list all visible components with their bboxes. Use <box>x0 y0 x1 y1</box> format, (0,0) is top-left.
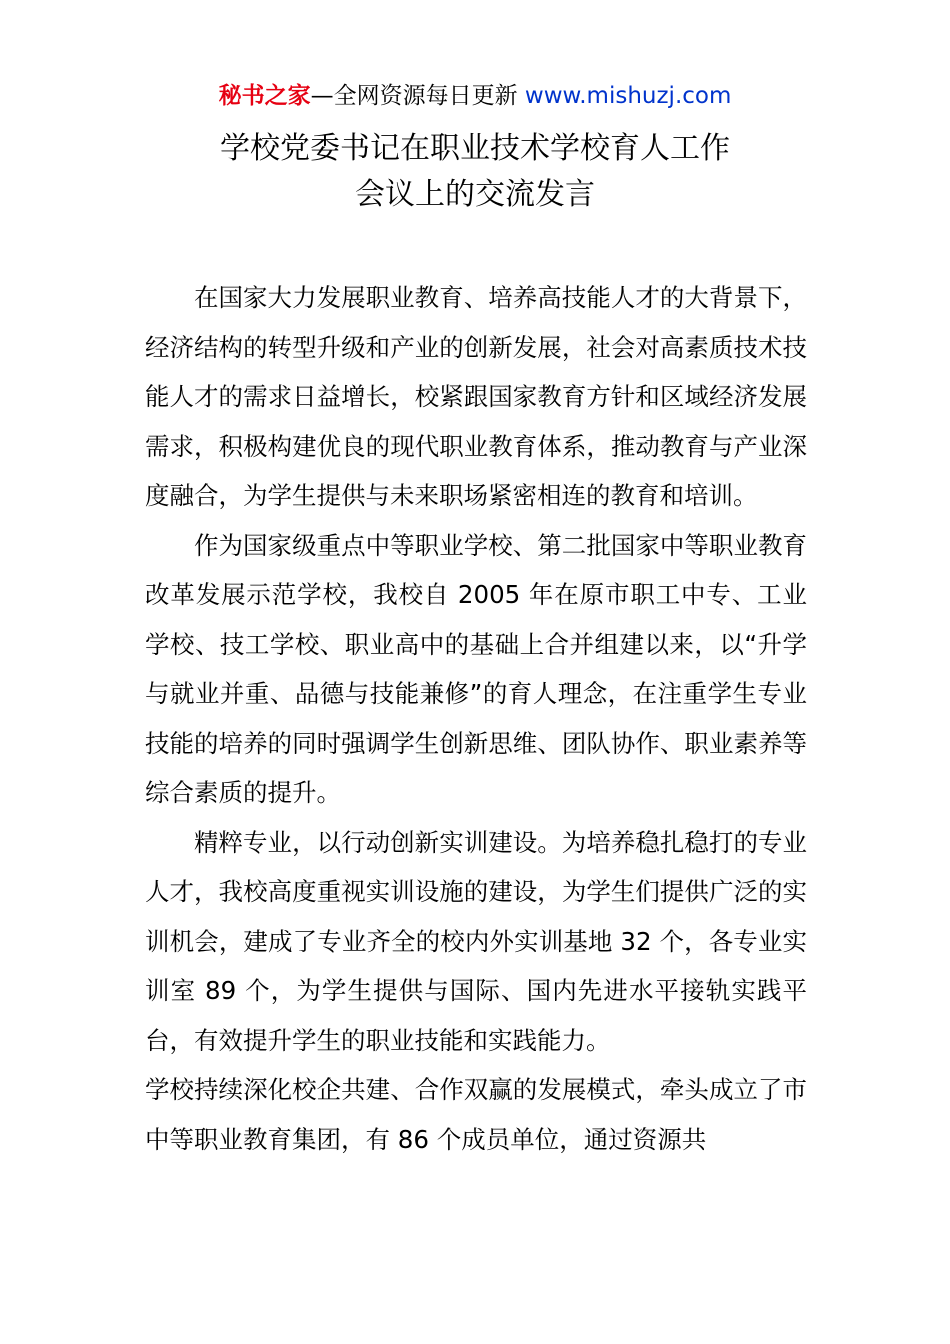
document-title <box>0 126 950 218</box>
paragraph-3: 精粹专业，以行动创新实训建设。为培养稳扎稳打的专业人才，我校高度重视实训设施的建设，为学生们提供广泛的实训机会，建成了专业齐全的校内外实训基地 32 个，各专业实训室 89 个，为学生提供与国际、国内先进水平接轨实践平台，有效提升学生的职业技能和实践能力。 <box>145 827 807 1055</box>
document-body <box>145 273 807 1164</box>
paragraph-4: 学校持续深化校企共建、合作双赢的发展模式，牵头成立了市中等职业教育集团，有 86 个成员单位，通过资源共 <box>145 1075 807 1154</box>
header-tagline: —全网资源每日更新 <box>310 83 518 109</box>
title-line-2: 会议上的交流发言 <box>355 177 595 212</box>
paragraph-1: 在国家大力发展职业教育、培养高技能人才的大背景下，经济结构的转型升级和产业的创新发展，社会对高素质技术技能人才的需求日益增长，校紧跟国家教育方针和区域经济发展需求，积极构建优良的现代职业教育体系，推动教育与产业深度融合，为学生提供与未来职场紧密相连的教育和培训。 <box>145 283 807 510</box>
title-line-1: 学校党委书记在职业技术学校育人工作 <box>220 131 730 166</box>
site-header <box>0 80 950 112</box>
paragraph-2: 作为国家级重点中等职业学校、第二批国家中等职业教育改革发展示范学校，我校自 2005 年在原市职工中专、工业学校、技工学校、职业高中的基础上合并组建以来，以“升学与就业并重、品德与技能兼修”的育人理念，在注重学生专业技能的培养的同时强调学生创新思维、团队协作、职业素养等综合素质的提升。 <box>145 530 807 807</box>
site-url-link[interactable]: www.mishuzj.com <box>524 83 732 109</box>
brand-name: 秘书之家 <box>218 83 311 109</box>
